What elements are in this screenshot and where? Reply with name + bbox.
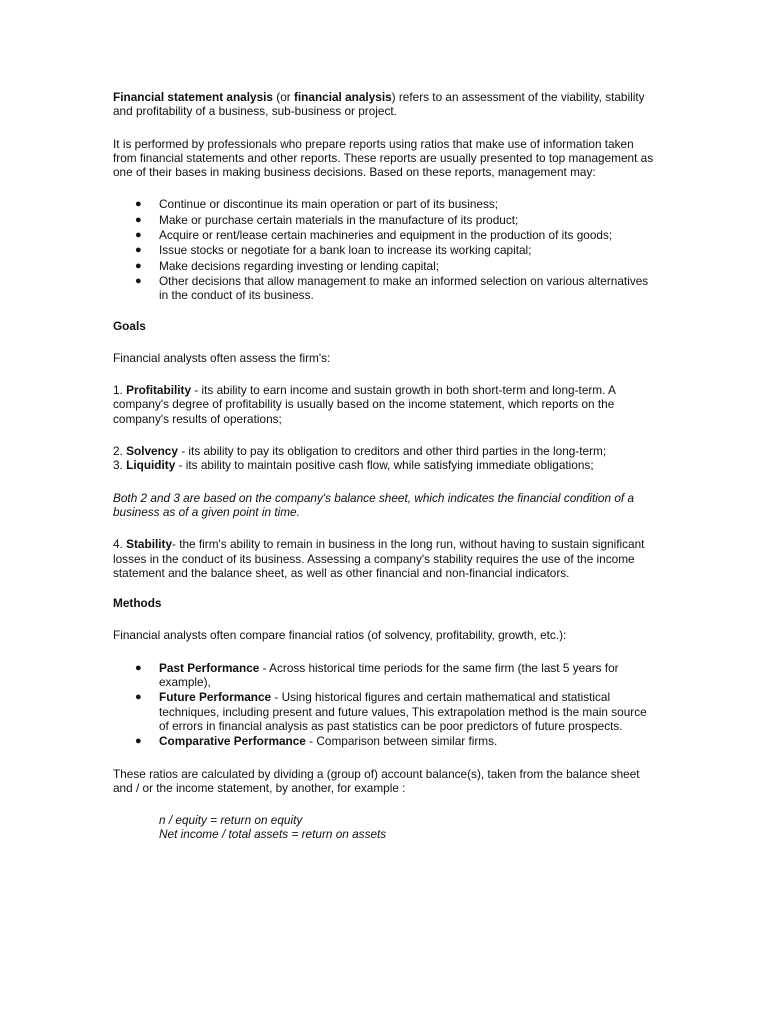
ratios-paragraph: These ratios are calculated by dividing a (group of) account balance(s), taken from the balance sheet and / or the income statement, by another, for example :: [113, 766, 640, 795]
ratio-example: n / equity = return on equity: [159, 813, 303, 828]
term-financial-statement-analysis: Financial statement analysis: [113, 90, 273, 104]
ratio-example: Net income / total assets = return on assets: [159, 827, 387, 842]
balance-sheet-note: Both 2 and 3 are based on the company's balance sheet, which indicates the financial condition of a business as of a given point in time.: [113, 490, 635, 519]
goal-solvency: 2. Solvency - its ability to pay its obligation to creditors and other third parties in the long-term;: [113, 444, 607, 459]
bullet-icon: ●: [135, 213, 142, 226]
goal-liquidity: 3. Liquidity - its ability to maintain positive cash flow, while satisfying immediate obligations;: [113, 458, 594, 473]
bullet-icon: ●: [135, 274, 142, 287]
methods-heading: Methods: [113, 596, 162, 611]
management-decisions-list: [113, 197, 658, 302]
bullet-icon: ●: [135, 229, 142, 242]
list-item: ● Make decisions regarding investing or lending capital;: [135, 258, 440, 273]
list-item: ● Other decisions that allow management to make an informed selection on various alternatives in the conduct of its business.: [135, 273, 649, 303]
bullet-icon: ●: [135, 259, 142, 272]
list-item: ● Continue or discontinue its main operation or part of its business;: [135, 197, 499, 212]
goal-stability: 4. Stability- the firm's ability to remain in business in the long run, without having to sustain significant losses in the conduct of its business. Assessing a company's stability requires the use of the income statement and the balance sheet, as well as other financial and non-financial indicators.: [113, 537, 645, 580]
list-item: ● Issue stocks or negotiate for a bank loan to increase its working capital;: [135, 243, 532, 258]
list-item: ● Acquire or rent/lease certain machineries and equipment in the production of its goods;: [135, 228, 613, 243]
document-body: [113, 90, 658, 842]
goal-profitability: 1. Profitability - its ability to earn income and sustain growth in both short-term and long-term. A company's degree of profitability is usually based on the income statement, which reports on the company's results of operations;: [113, 383, 616, 426]
goals-heading: Goals: [113, 318, 146, 333]
term-financial-analysis: financial analysis: [293, 90, 392, 104]
bullet-icon: ●: [135, 198, 142, 211]
methods-lead: Financial analysts often compare financial ratios (of solvency, profitability, growth, etc.):: [113, 628, 567, 643]
bullet-icon: ●: [135, 661, 142, 674]
bullet-icon: ●: [135, 244, 142, 257]
list-item: ● Past Performance - Across historical time periods for the same firm (the last 5 years for example),: [135, 660, 619, 690]
list-item: ● Make or purchase certain materials in the manufacture of its product;: [135, 212, 519, 227]
goals-lead: Financial analysts often assess the firm's:: [113, 350, 331, 365]
bullet-icon: ●: [135, 691, 142, 704]
list-item: ● Future Performance - Using historical figures and certain mathematical and statistical techniques, including present and future values, This extrapolation method is the main source of errors in financial analysis as past statistics can be poor predictors of future prospects.: [135, 690, 647, 733]
intro-paragraph: Financial statement analysis (or financial analysis) refers to an assessment of the viability, stability and profitability of a business, sub-business or project.: [113, 90, 645, 119]
list-item: ● Comparative Performance - Comparison between similar firms.: [135, 734, 498, 749]
bullet-icon: ●: [135, 735, 142, 748]
methods-list: [113, 661, 658, 749]
performed-paragraph: It is performed by professionals who prepare reports using ratios that make use of information taken from financial statements and other reports. These reports are usually presented to top management as one of their bases in making business decisions. Based on these reports, management may:: [113, 136, 654, 180]
